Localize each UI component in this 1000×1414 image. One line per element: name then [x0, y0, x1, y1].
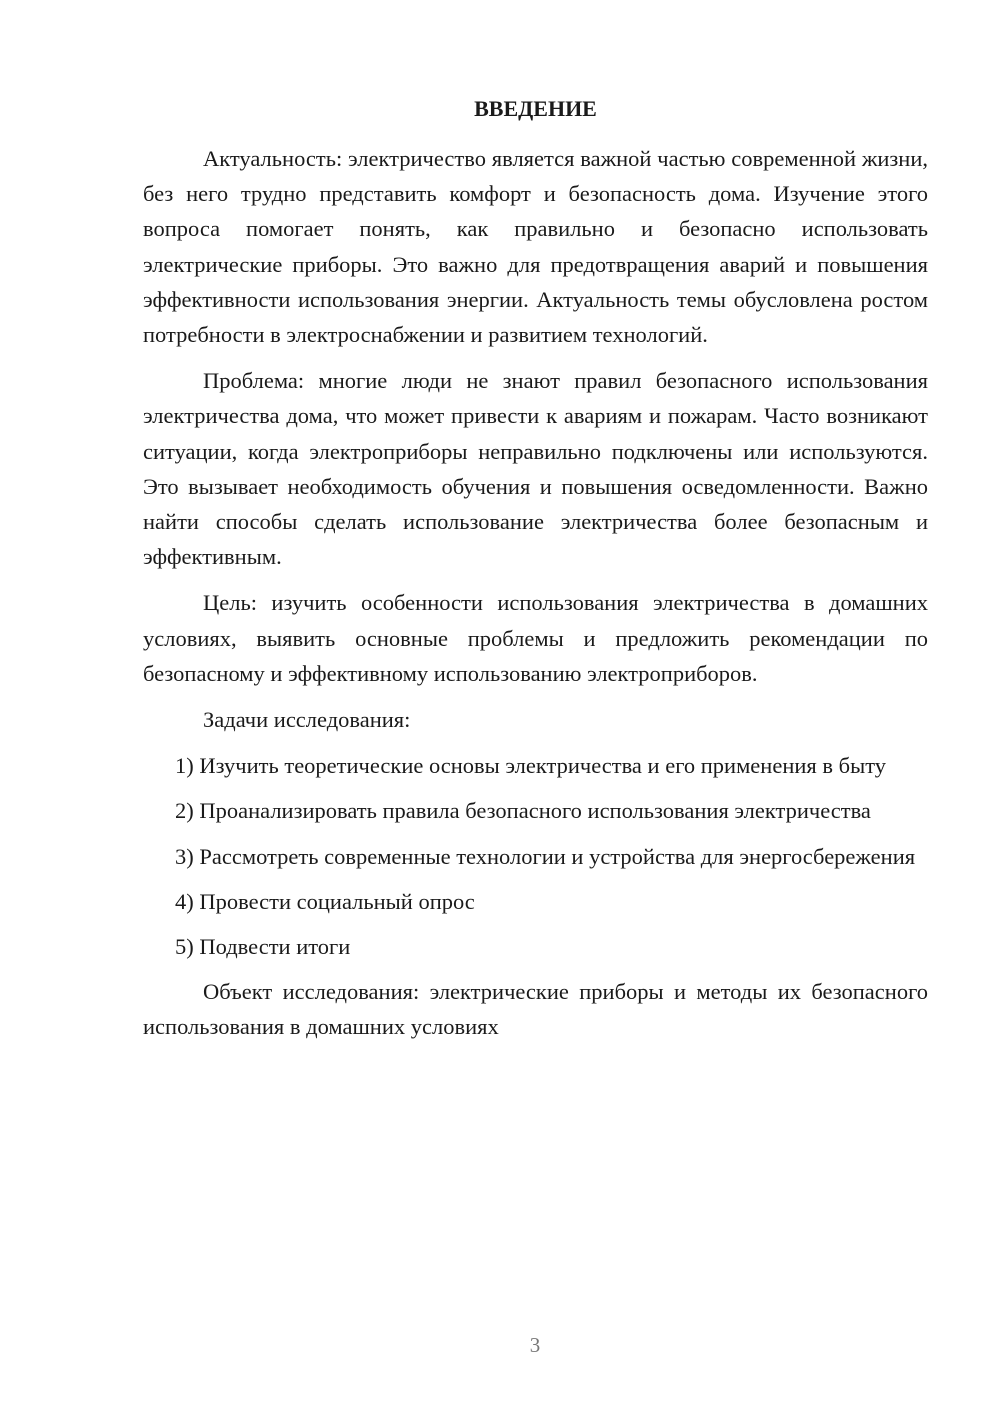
task-item: 1) Изучить теоретические основы электричества и его применения в быту [175, 753, 886, 779]
task-item: 5) Подвести итоги [175, 934, 351, 960]
relevance-paragraph: Актуальность: электричество является важной частью современной жизни, без него трудно представить комфорт и безопасность дома. Изучение этого вопроса помогает понять, как правильно и безопасно использовать электрические приборы. Это важно для предотвращения аварий и повышения эффективности использования энергии. Актуальность темы обусловлена ростом потребности в электроснабжении и развитием технологий. [143, 146, 928, 348]
task-item: 3) Рассмотреть современные технологии и устройства для энергосбережения [175, 843, 916, 869]
goal-paragraph: Цель: изучить особенности использования электричества в домашних условиях, выявить основные проблемы и предложить рекомендации по безопасному и эффективному использованию электроприборов. [143, 590, 928, 686]
object-paragraph: Объект исследования: электрические приборы и методы их безопасного использования в домашних условиях [143, 979, 928, 1040]
tasks-heading: Задачи исследования: [203, 707, 411, 733]
page-number: 3 [529, 1333, 541, 1357]
task-item: 4) Провести социальный опрос [175, 888, 475, 914]
task-item: 2) Проанализировать правила безопасного использования электричества [175, 798, 871, 824]
problem-paragraph: Проблема: многие люди не знают правил безопасного использования электричества дома, что может привести к авариям и пожарам. Часто возникают ситуации, когда электроприборы неправильно подключены или используются. Это вызывает необходимость обучения и повышения осведомленности. Важно найти способы сделать использование электричества более безопасным и эффективным. [143, 368, 928, 570]
section-title: ВВЕДЕНИЕ [474, 96, 597, 121]
document-page [143, 92, 928, 1056]
